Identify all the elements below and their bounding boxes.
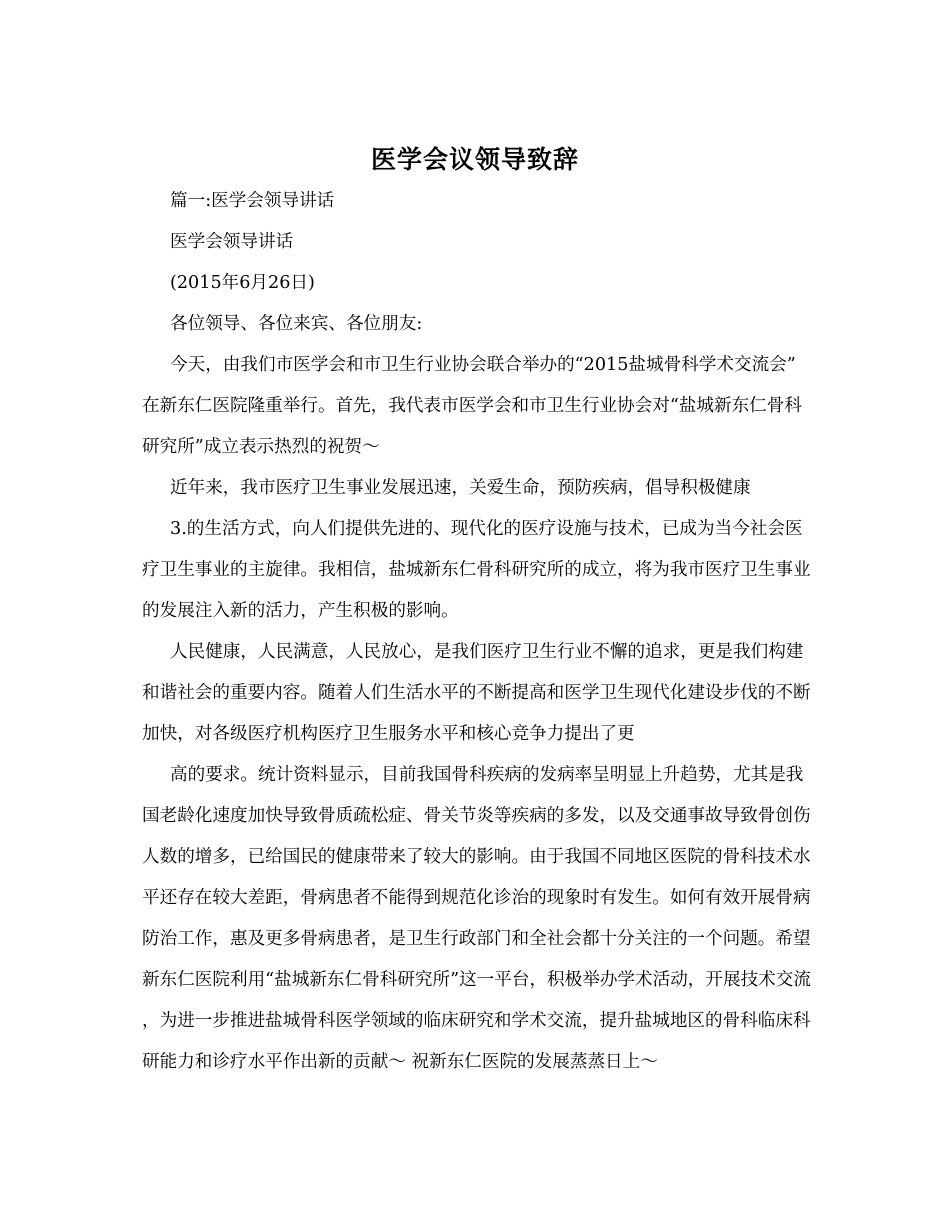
section-heading: 篇一:医学会领导讲话 — [170, 191, 335, 211]
paragraph-opening: 今天，由我们市医学会和市卫生行业协会联合举办的“2015盐城骨科学术交流会”在新东仁医院隆重举行。首先，我代表市医学会和市卫生行业协会对“盐城新东仁骨科研究所”成立表示热烈的祝贺～ — [142, 355, 802, 457]
speech-date: (2015年6月26日) — [170, 273, 315, 293]
paragraph-lifestyle: 3.的生活方式，向人们提供先进的、现代化的医疗设施与技术，已成为当今社会医疗卫生事业的主旋律。我相信，盐城新东仁骨科研究所的成立，将为我市医疗卫生事业的发展注入新的活力，产生积极的影响。 — [142, 519, 811, 621]
speech-title: 医学会领导讲话 — [170, 232, 294, 252]
salutation: 各位领导、各位来宾、各位朋友: — [170, 314, 423, 334]
document-title: 医学会议领导致辞 — [370, 145, 579, 174]
paragraph-requirements: 高的要求。统计资料显示，目前我国骨科疾病的发病率呈明显上升趋势，尤其是我国老龄化速度加快导致骨质疏松症、骨关节炎等疾病的多发，以及交通事故导致骨创伤人数的增多，已给国民的健康带来了较大的影响。由于我国不同地区医院的骨科技术水平还存在较大差距，骨病患者不能得到规范化诊治的现象时有发生。如何有效开展骨病防治工作，惠及更多骨病患者，是卫生行政部门和全社会都十分关注的一个问题。希望新东仁医院利用“盐城新东仁骨科研究所”这一平台，积极举办学术活动，开展技术交流，为进一步推进盐城骨科医学领域的临床研究和学术交流，提升盐城地区的骨科临床科研能力和诊疗水平作出新的贡献～ 祝新东仁医院的发展蒸蒸日上～ — [142, 765, 811, 1072]
document-body — [142, 181, 812, 1083]
paragraph-development: 近年来，我市医疗卫生事业发展迅速，关爱生命，预防疾病，倡导积极健康 — [170, 478, 751, 498]
paragraph-health: 人民健康，人民满意，人民放心，是我们医疗卫生行业不懈的追求，更是我们构建和谐社会的重要内容。随着人们生活水平的不断提高和医学卫生现代化建设步伐的不断加快，对各级医疗机构医疗卫生服务水平和核心竞争力提出了更 — [142, 642, 811, 744]
